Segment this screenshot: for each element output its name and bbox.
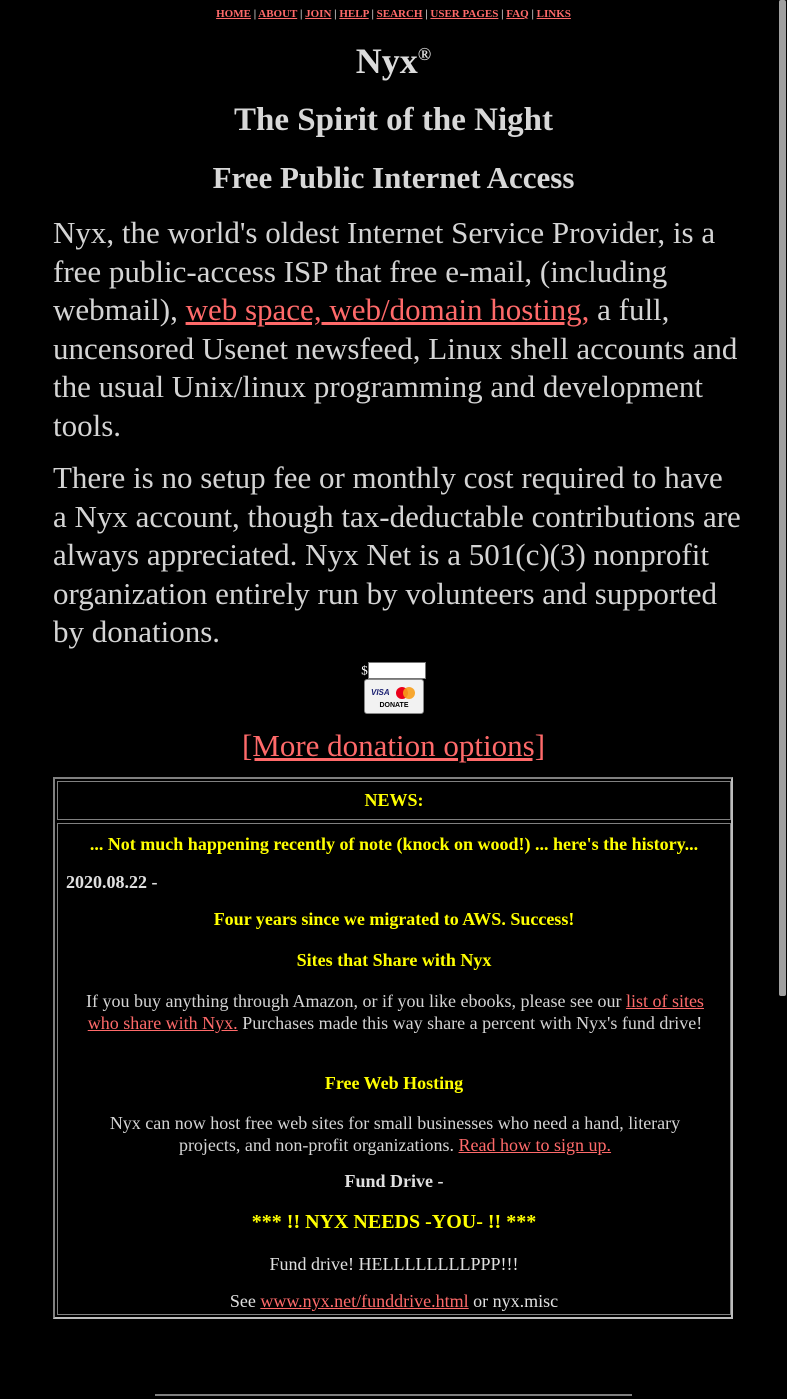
- nav-separator: |: [528, 8, 537, 20]
- donate-button-label: DONATE: [379, 702, 409, 709]
- intro-paragraph-1: [53, 214, 743, 445]
- news-lead: ... Not much happening recently of note (knock on wood!) ... here's the history...: [89, 834, 699, 854]
- registered-mark: ®: [417, 44, 432, 64]
- nav-about-link[interactable]: ABOUT: [258, 8, 298, 20]
- see-text: See: [229, 1291, 261, 1311]
- nav-separator: |: [498, 8, 507, 20]
- intro-paragraph-2: There is no setup fee or monthly cost required to have a Nyx account, though tax-deductable contributions are always appreciated. Nyx Net is a 501(c)(3) nonprofit organization entirely run by volunteers and supported by donations.: [53, 460, 741, 649]
- site-title: [0, 40, 787, 82]
- nav-user-pages-link[interactable]: USER PAGES: [430, 8, 499, 20]
- fund-drive-banner: *** !! NYX NEEDS -YOU- !! ***: [251, 1211, 537, 1233]
- news-headline-sites-share: Sites that Share with Nyx: [296, 950, 492, 970]
- hosting-text: Nyx can now host free web sites for small businesses who need a hand, literary projects, and non-profit organizations.: [109, 1113, 681, 1155]
- see-text: or nyx.misc: [468, 1291, 559, 1311]
- nav-join-link[interactable]: JOIN: [305, 8, 332, 20]
- news-share-paragraph: [70, 990, 720, 1034]
- fund-drive-see: [58, 1291, 730, 1312]
- nav-separator: |: [250, 8, 259, 20]
- visa-logo-icon: VISA: [371, 688, 390, 697]
- currency-symbol: $: [361, 662, 368, 678]
- news-hosting-paragraph: [80, 1112, 710, 1156]
- intro-text: Nyx, the world's oldest Internet Service Provider, is a free public-access ISP that free e-mail, (including webmail),: [53, 215, 716, 327]
- news-heading: NEWS:: [57, 781, 731, 820]
- site-title-text: Nyx: [355, 41, 418, 81]
- news-headline-aws: Four years since we migrated to AWS. Success!: [213, 909, 575, 929]
- nav-separator: |: [297, 8, 306, 20]
- donation-amount-input[interactable]: [368, 662, 426, 679]
- scrollbar-thumb[interactable]: [779, 0, 786, 996]
- news-body: [57, 823, 731, 1315]
- news-box: [53, 777, 733, 1319]
- donate-button[interactable]: [364, 679, 424, 714]
- top-navigation: [0, 8, 787, 20]
- mastercard-logo-icon-overlap: [403, 687, 415, 699]
- share-text: If you buy anything through Amazon, or if you like ebooks, please see our: [86, 991, 626, 1011]
- nav-faq-link[interactable]: FAQ: [506, 8, 529, 20]
- nav-search-link[interactable]: SEARCH: [376, 8, 423, 20]
- site-subtitle: The Spirit of the Night: [233, 102, 553, 138]
- fund-drive-text: Fund drive! HELLLLLLLLPPP!!!: [269, 1254, 519, 1274]
- nav-home-link[interactable]: HOME: [216, 8, 251, 20]
- fund-drive-label: Fund Drive -: [344, 1171, 444, 1191]
- news-headline-web-hosting: Free Web Hosting: [324, 1073, 464, 1093]
- donation-form: [0, 661, 787, 679]
- share-sites-link[interactable]: list of sites who share with Nyx.: [87, 991, 704, 1033]
- fund-drive-link[interactable]: www.nyx.net/funddrive.html: [260, 1291, 469, 1311]
- vertical-scrollbar[interactable]: [778, 0, 787, 1399]
- hosting-signup-link[interactable]: Read how to sign up.: [458, 1135, 612, 1155]
- nav-separator: |: [422, 8, 431, 20]
- more-donation-options: [0, 728, 787, 764]
- nav-links-link[interactable]: LINKS: [536, 8, 571, 20]
- intro-text: a full, uncensored Usenet newsfeed, Linux shell accounts and the usual Unix/linux programming and development tools.: [53, 292, 738, 443]
- news-date: 2020.08.22 -: [66, 872, 158, 892]
- share-text: Purchases made this way share a percent with Nyx's fund drive!: [237, 1013, 703, 1033]
- bottom-divider: [155, 1394, 632, 1396]
- nav-separator: |: [368, 8, 377, 20]
- nav-help-link[interactable]: HELP: [339, 8, 369, 20]
- web-hosting-link[interactable]: web space, web/domain hosting,: [185, 292, 590, 327]
- site-tagline: Free Public Internet Access: [212, 160, 575, 195]
- more-donation-options-link[interactable]: [More donation options]: [241, 728, 546, 763]
- nav-separator: |: [331, 8, 340, 20]
